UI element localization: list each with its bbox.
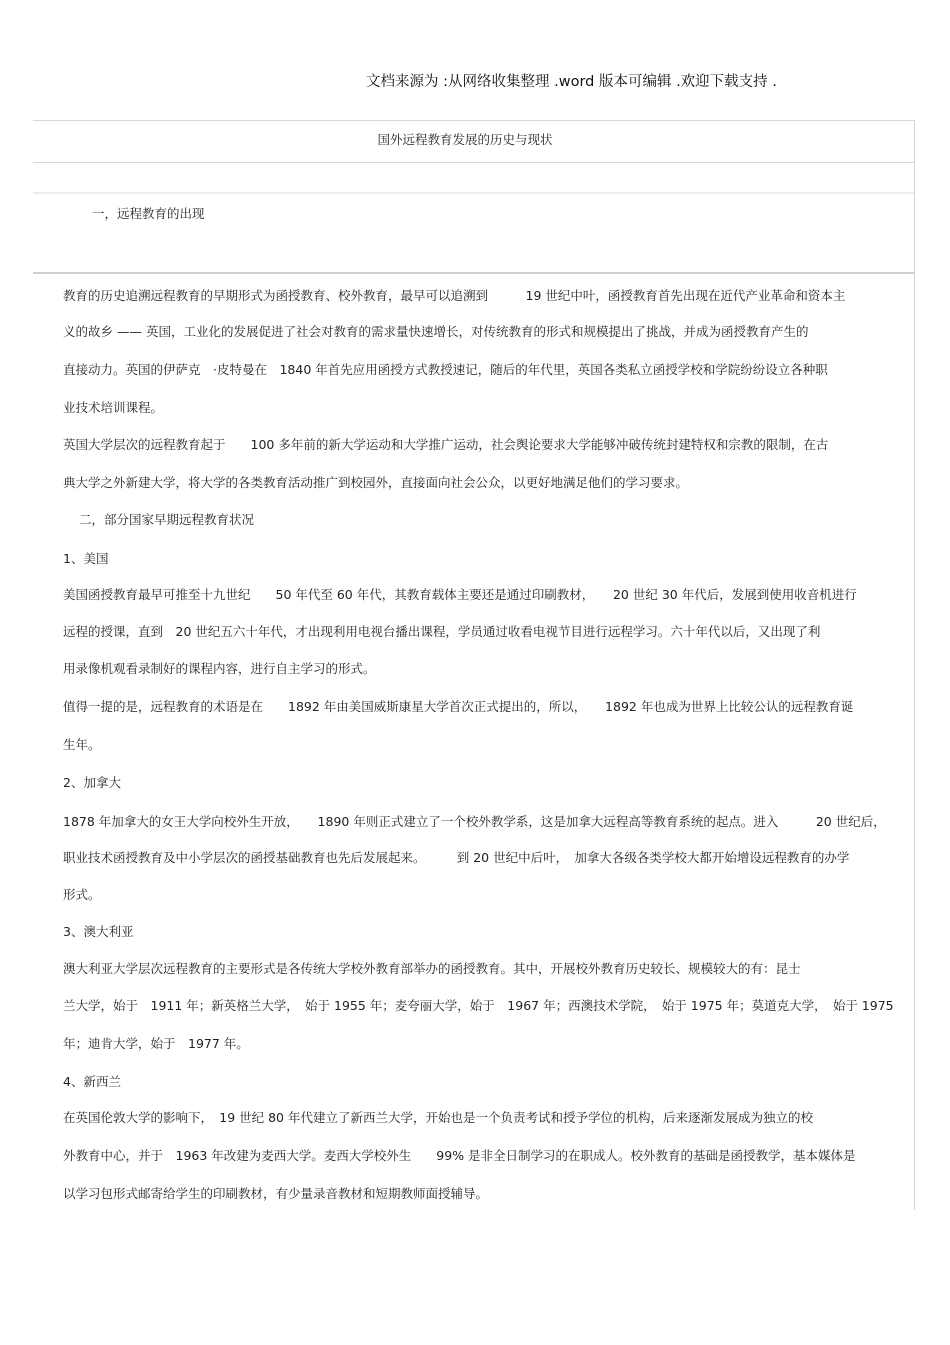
section2-heading: 二，部分国家早期远程教育状况 xyxy=(79,512,255,527)
document-title: 国外远程教育发展的历史与现状 xyxy=(377,132,553,147)
paragraph-line: 外教育中心，并于 1963 年改建为麦西大学。麦西大学校外生 99% 是非全日制学习的在职成人。校外教育的基础是函授教学，基本媒体是 xyxy=(63,1148,856,1163)
paragraph-line: 义的故乡 —— 英国，工业化的发展促进了社会对教育的需求量快速增长，对传统教育的形式和规模提出了挑战，并成为函授教育产生的 xyxy=(63,324,809,339)
paragraph-line: 澳大利亚大学层次远程教育的主要形式是各传统大学校外教育部举办的函授教育。其中，开展校外教育历史较长、规模较大的有：昆士 xyxy=(63,961,801,976)
paragraph-line: 值得一提的是，远程教育的术语是在 1892 年由美国威斯康星大学首次正式提出的，所以， 1892 年也成为世界上比较公认的远程教育诞 xyxy=(63,699,854,714)
table-rule-2 xyxy=(33,162,915,163)
section1-heading: 一，远程教育的出现 xyxy=(92,206,205,221)
table-rule-4 xyxy=(33,272,915,274)
paragraph-line: 生年。 xyxy=(63,737,101,752)
paragraph-line: 兰大学，始于 1911 年；新英格兰大学， 始于 1955 年；麦夸丽大学，始于 1967 年；西澳技术学院， 始于 1975 年；莫道克大学， 始于 1975 xyxy=(63,998,894,1013)
subsection-heading-australia: 3、澳大利亚 xyxy=(63,924,134,939)
paragraph-line: 远程的授课，直到 20 世纪五六十年代，才出现利用电视台播出课程，学员通过收看电视节目进行远程学习。六十年代以后，又出现了利 xyxy=(63,624,821,639)
paragraph-line: 英国大学层次的远程教育起于 100 多年前的新大学运动和大学推广运动，社会舆论要求大学能够冲破传统封建特权和宗教的限制，在古 xyxy=(63,437,829,452)
table-rule-3 xyxy=(33,192,915,194)
subsection-heading-canada: 2、加拿大 xyxy=(63,775,121,790)
paragraph-line: 业技术培训课程。 xyxy=(63,400,164,415)
paragraph-line: 形式。 xyxy=(63,887,101,902)
paragraph-line: 1878 年加拿大的女王大学向校外生开放， 1890 年则正式建立了一个校外教学系，这是加拿大远程高等教育系统的起点。进入 20 世纪后， xyxy=(63,814,886,829)
paragraph-line: 职业技术函授教育及中小学层次的函授基础教育也先后发展起来。 到 20 世纪中后叶， 加拿大各级各类学校大都开始增设远程教育的办学 xyxy=(63,850,850,865)
paragraph-line: 用录像机观看录制好的课程内容，进行自主学习的形式。 xyxy=(63,661,376,676)
paragraph-line: 在英国伦敦大学的影响下， 19 世纪 80 年代建立了新西兰大学，开始也是一个负责考试和授予学位的机构，后来逐渐发展成为独立的校 xyxy=(63,1110,813,1125)
paragraph-line: 教育的历史追溯远程教育的早期形式为函授教育、校外教育，最早可以追溯到 19 世纪中叶，函授教育首先出现在近代产业革命和资本主 xyxy=(63,288,846,303)
paragraph-line: 以学习包形式邮寄给学生的印刷教材，有少量录音教材和短期教师面授辅导。 xyxy=(63,1186,489,1201)
subsection-heading-newzealand: 4、新西兰 xyxy=(63,1074,121,1089)
paragraph-line: 直接动力。英国的伊萨克 ·皮特曼在 1840 年首先应用函授方式教授速记，随后的年代里，英国各类私立函授学校和学院纷纷设立各种职 xyxy=(63,362,828,377)
paragraph-line: 典大学之外新建大学，将大学的各类教育活动推广到校园外，直接面向社会公众，以更好地满足他们的学习要求。 xyxy=(63,475,689,490)
table-rule-right xyxy=(914,120,915,1210)
table-rule-top xyxy=(33,120,915,121)
header-source-note: 文档来源为 :从网络收集整理 .word 版本可编辑 .欢迎下载支持 . xyxy=(366,74,777,90)
paragraph-line: 年；迪肯大学，始于 1977 年。 xyxy=(63,1036,249,1051)
subsection-heading-usa: 1、美国 xyxy=(63,551,109,566)
paragraph-line: 美国函授教育最早可推至十九世纪 50 年代至 60 年代，其教育载体主要还是通过印刷教材， 20 世纪 30 年代后，发展到使用收音机进行 xyxy=(63,587,857,602)
